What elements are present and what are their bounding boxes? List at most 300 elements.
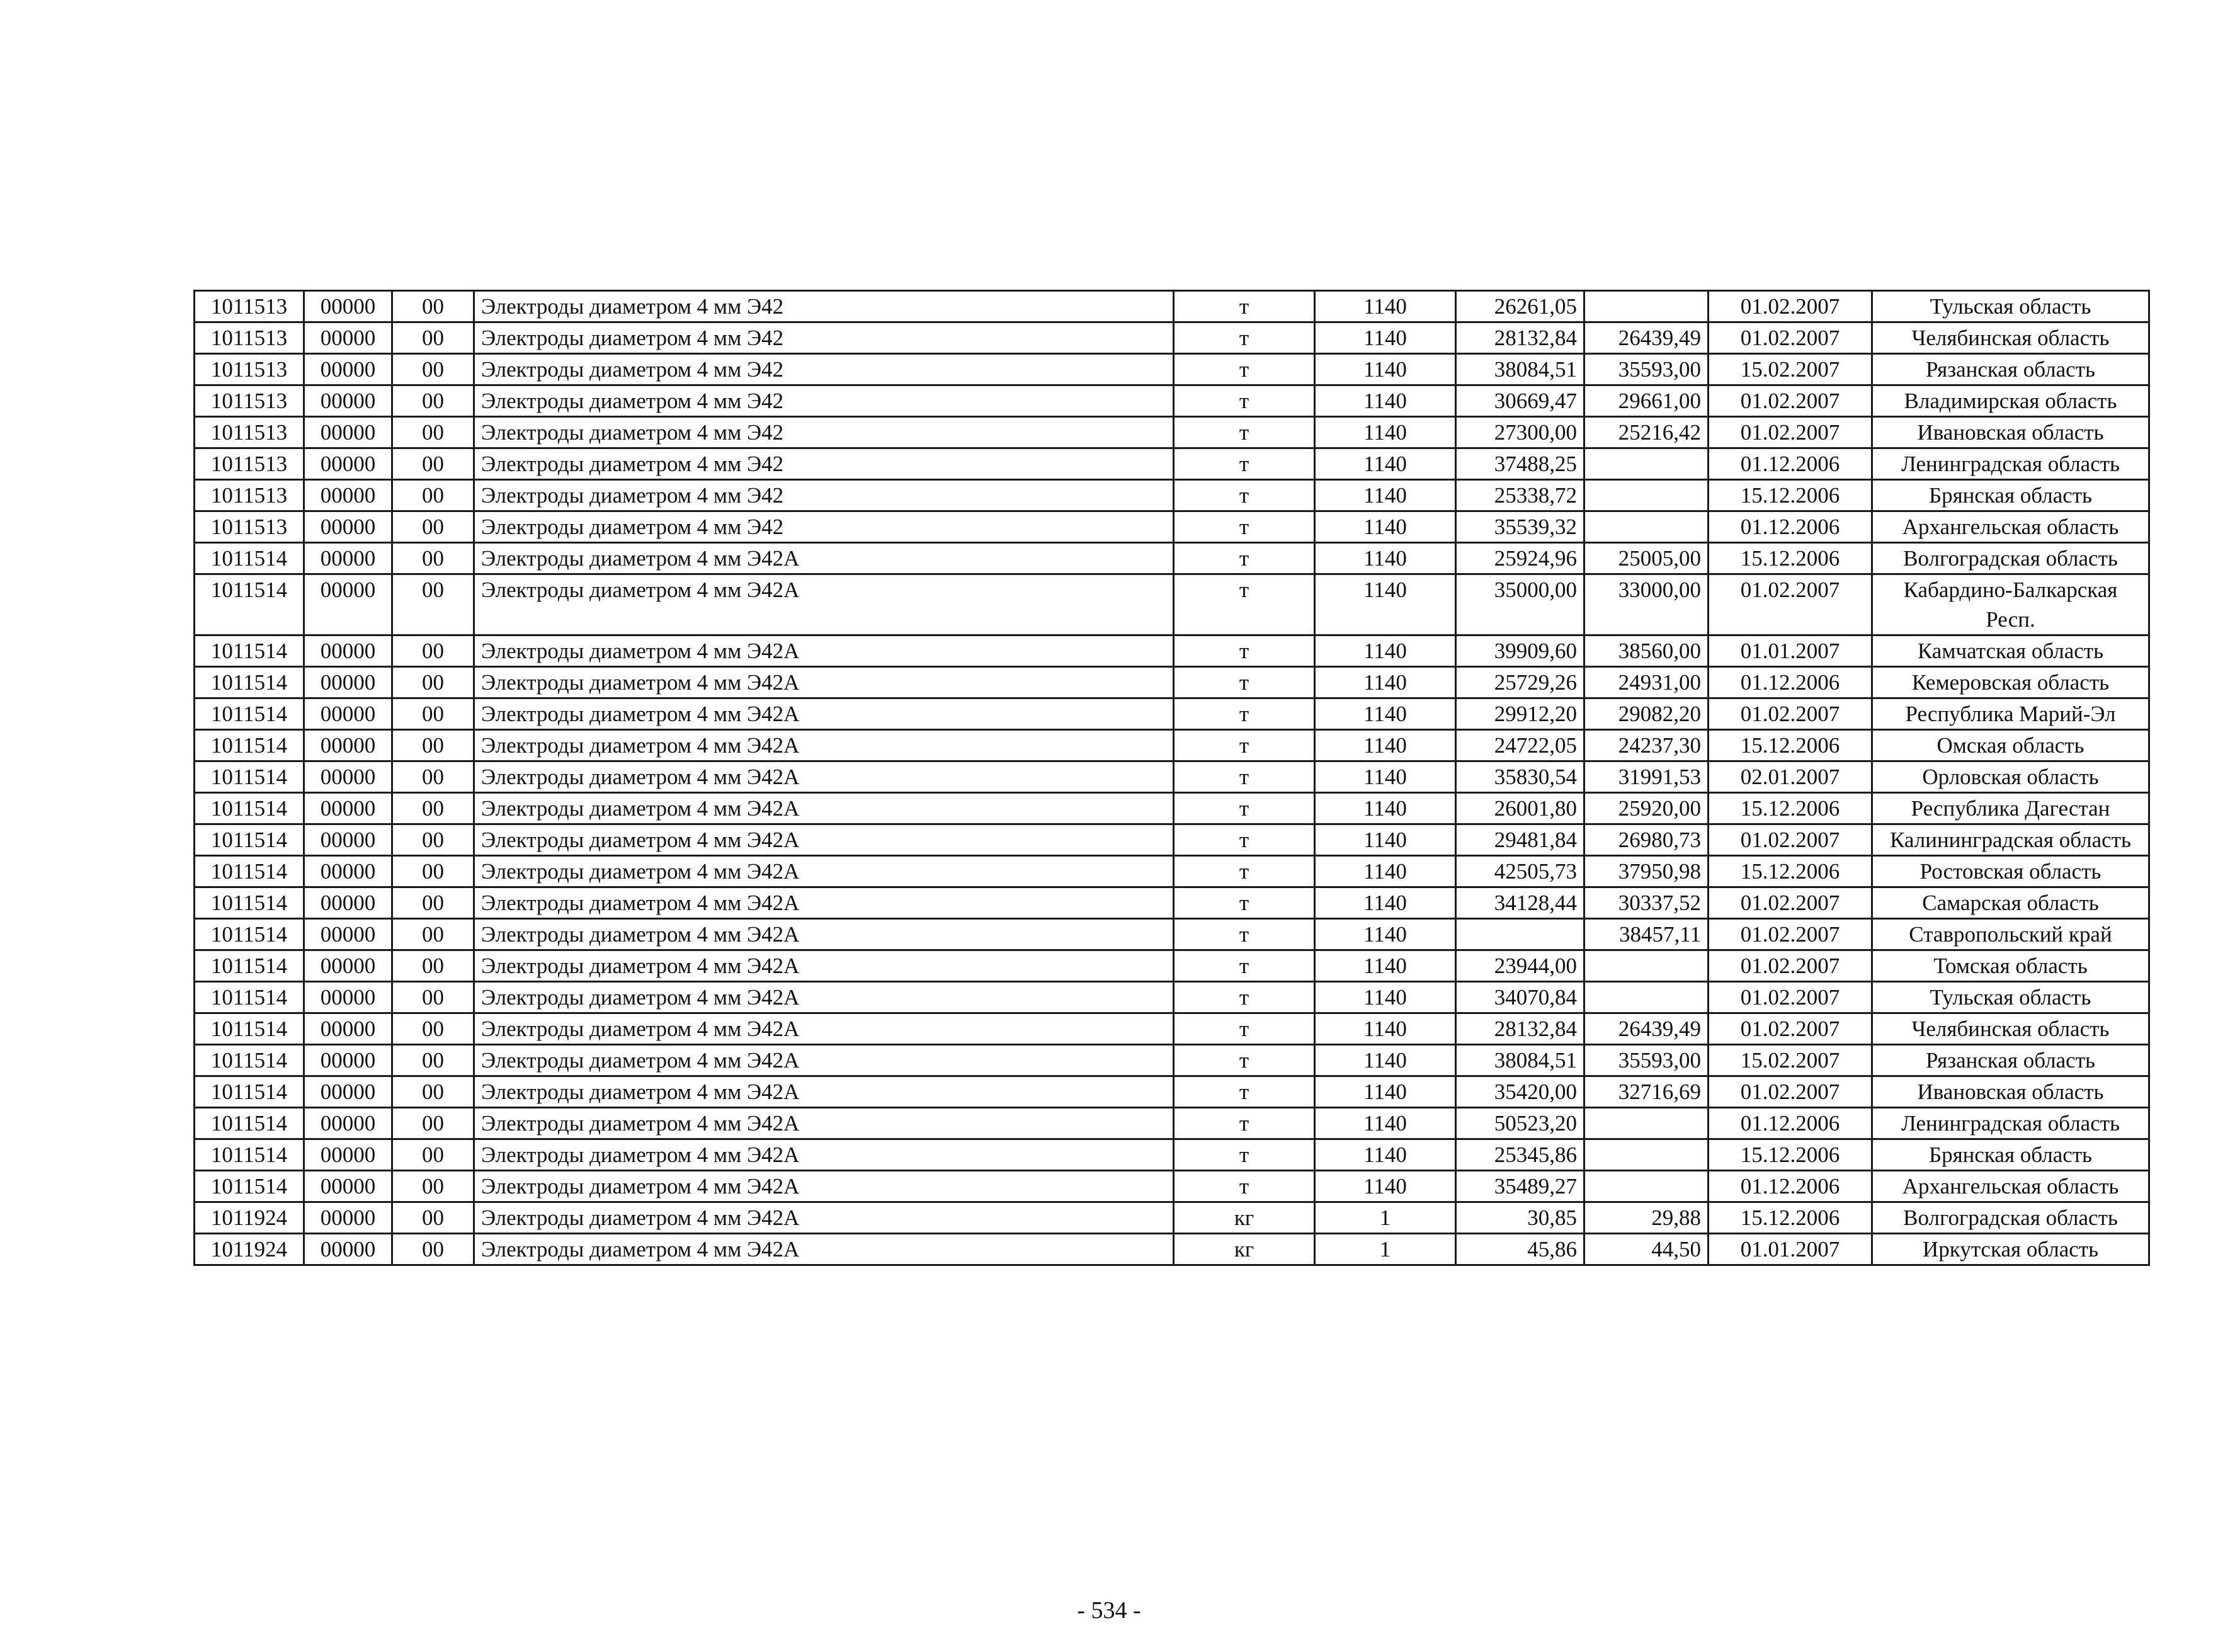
- unit-cell: т: [1174, 824, 1315, 856]
- price-2-cell: 38560,00: [1584, 635, 1709, 667]
- price-2-cell: 25920,00: [1584, 793, 1709, 824]
- price-1-cell: 34070,84: [1456, 982, 1584, 1013]
- price-table: [193, 290, 2150, 1266]
- table-row: [195, 761, 2149, 793]
- region-cell: Архангельская область: [1872, 511, 2149, 543]
- class-cell: 00: [392, 322, 474, 354]
- product-code-cell: 1011513: [195, 291, 304, 322]
- subcode-cell: 00000: [304, 667, 392, 698]
- product-name-cell: Электроды диаметром 4 мм Э42А: [474, 1013, 1174, 1045]
- product-name-cell: Электроды диаметром 4 мм Э42: [474, 448, 1174, 480]
- price-2-cell: 35593,00: [1584, 354, 1709, 385]
- product-code-cell: 1011514: [195, 856, 304, 887]
- date-cell: 01.12.2006: [1709, 1108, 1872, 1139]
- price-2-cell: 24237,30: [1584, 730, 1709, 761]
- product-name-cell: Электроды диаметром 4 мм Э42А: [474, 887, 1174, 919]
- class-cell: 00: [392, 950, 474, 982]
- region-cell: Омская область: [1872, 730, 2149, 761]
- product-code-cell: 1011514: [195, 1108, 304, 1139]
- class-cell: 00: [392, 856, 474, 887]
- unit-code-cell: 1140: [1315, 1076, 1456, 1108]
- class-cell: 00: [392, 982, 474, 1013]
- class-cell: 00: [392, 793, 474, 824]
- subcode-cell: 00000: [304, 950, 392, 982]
- product-code-cell: 1011514: [195, 1139, 304, 1171]
- unit-code-cell: 1140: [1315, 385, 1456, 417]
- unit-code-cell: 1140: [1315, 543, 1456, 574]
- table-row: [195, 856, 2149, 887]
- table-row: [195, 1202, 2149, 1234]
- unit-cell: т: [1174, 730, 1315, 761]
- unit-code-cell: 1: [1315, 1202, 1456, 1234]
- price-1-cell: 28132,84: [1456, 1013, 1584, 1045]
- unit-cell: т: [1174, 322, 1315, 354]
- product-code-cell: 1011514: [195, 698, 304, 730]
- unit-cell: т: [1174, 417, 1315, 448]
- unit-cell: т: [1174, 856, 1315, 887]
- date-cell: 01.02.2007: [1709, 887, 1872, 919]
- unit-cell: т: [1174, 1108, 1315, 1139]
- table-row: [195, 322, 2149, 354]
- region-cell: Ленинградская область: [1872, 448, 2149, 480]
- product-name-cell: Электроды диаметром 4 мм Э42А: [474, 1108, 1174, 1139]
- date-cell: 15.12.2006: [1709, 730, 1872, 761]
- unit-cell: т: [1174, 543, 1315, 574]
- price-1-cell: 26261,05: [1456, 291, 1584, 322]
- product-code-cell: 1011514: [195, 1076, 304, 1108]
- class-cell: 00: [392, 1234, 474, 1265]
- date-cell: 01.02.2007: [1709, 950, 1872, 982]
- product-code-cell: 1011514: [195, 1013, 304, 1045]
- product-code-cell: 1011513: [195, 322, 304, 354]
- subcode-cell: 00000: [304, 1202, 392, 1234]
- date-cell: 15.12.2006: [1709, 543, 1872, 574]
- table-row: [195, 1013, 2149, 1045]
- price-2-cell: 37950,98: [1584, 856, 1709, 887]
- price-1-cell: 25729,26: [1456, 667, 1584, 698]
- unit-code-cell: 1140: [1315, 950, 1456, 982]
- price-1-cell: 39909,60: [1456, 635, 1584, 667]
- subcode-cell: 00000: [304, 385, 392, 417]
- date-cell: 15.12.2006: [1709, 1139, 1872, 1171]
- unit-code-cell: 1140: [1315, 887, 1456, 919]
- date-cell: 01.02.2007: [1709, 322, 1872, 354]
- unit-code-cell: 1140: [1315, 480, 1456, 511]
- product-name-cell: Электроды диаметром 4 мм Э42А: [474, 667, 1174, 698]
- class-cell: 00: [392, 1013, 474, 1045]
- unit-cell: т: [1174, 793, 1315, 824]
- price-2-cell: 25216,42: [1584, 417, 1709, 448]
- subcode-cell: 00000: [304, 511, 392, 543]
- region-cell: Ростовская область: [1872, 856, 2149, 887]
- price-2-cell: [1584, 1108, 1709, 1139]
- date-cell: 15.02.2007: [1709, 354, 1872, 385]
- subcode-cell: 00000: [304, 322, 392, 354]
- table-row: [195, 793, 2149, 824]
- product-code-cell: 1011514: [195, 982, 304, 1013]
- unit-code-cell: 1140: [1315, 919, 1456, 950]
- unit-cell: т: [1174, 354, 1315, 385]
- price-1-cell: 30,85: [1456, 1202, 1584, 1234]
- product-code-cell: 1011514: [195, 919, 304, 950]
- subcode-cell: 00000: [304, 291, 392, 322]
- price-2-cell: 44,50: [1584, 1234, 1709, 1265]
- product-code-cell: 1011924: [195, 1202, 304, 1234]
- class-cell: 00: [392, 417, 474, 448]
- unit-code-cell: 1140: [1315, 824, 1456, 856]
- unit-cell: т: [1174, 698, 1315, 730]
- subcode-cell: 00000: [304, 480, 392, 511]
- unit-code-cell: 1140: [1315, 982, 1456, 1013]
- region-cell: Волгоградская область: [1872, 543, 2149, 574]
- region-cell: Самарская область: [1872, 887, 2149, 919]
- page-number: - 534 -: [1077, 1597, 1141, 1624]
- price-2-cell: 26980,73: [1584, 824, 1709, 856]
- table-row: [195, 730, 2149, 761]
- class-cell: 00: [392, 698, 474, 730]
- table-row: [195, 354, 2149, 385]
- unit-code-cell: 1140: [1315, 793, 1456, 824]
- price-2-cell: [1584, 291, 1709, 322]
- product-name-cell: Электроды диаметром 4 мм Э42: [474, 511, 1174, 543]
- price-2-cell: 25005,00: [1584, 543, 1709, 574]
- product-name-cell: Электроды диаметром 4 мм Э42А: [474, 574, 1174, 635]
- product-name-cell: Электроды диаметром 4 мм Э42А: [474, 824, 1174, 856]
- region-cell: Иркутская область: [1872, 1234, 2149, 1265]
- unit-code-cell: 1140: [1315, 574, 1456, 635]
- price-2-cell: 29082,20: [1584, 698, 1709, 730]
- region-cell: Томская область: [1872, 950, 2149, 982]
- class-cell: 00: [392, 291, 474, 322]
- unit-code-cell: 1140: [1315, 322, 1456, 354]
- price-2-cell: 32716,69: [1584, 1076, 1709, 1108]
- unit-code-cell: 1140: [1315, 448, 1456, 480]
- price-2-cell: [1584, 950, 1709, 982]
- unit-code-cell: 1140: [1315, 698, 1456, 730]
- product-name-cell: Электроды диаметром 4 мм Э42А: [474, 1202, 1174, 1234]
- product-name-cell: Электроды диаметром 4 мм Э42А: [474, 761, 1174, 793]
- table-row: [195, 635, 2149, 667]
- unit-cell: т: [1174, 1139, 1315, 1171]
- subcode-cell: 00000: [304, 448, 392, 480]
- date-cell: 02.01.2007: [1709, 761, 1872, 793]
- product-code-cell: 1011514: [195, 824, 304, 856]
- price-1-cell: 38084,51: [1456, 354, 1584, 385]
- price-1-cell: 35489,27: [1456, 1171, 1584, 1202]
- unit-cell: т: [1174, 1171, 1315, 1202]
- region-cell: Кемеровская область: [1872, 667, 2149, 698]
- unit-cell: т: [1174, 761, 1315, 793]
- price-2-cell: [1584, 982, 1709, 1013]
- class-cell: 00: [392, 730, 474, 761]
- region-cell: Рязанская область: [1872, 1045, 2149, 1076]
- subcode-cell: 00000: [304, 354, 392, 385]
- product-code-cell: 1011513: [195, 448, 304, 480]
- price-2-cell: [1584, 1139, 1709, 1171]
- product-code-cell: 1011514: [195, 887, 304, 919]
- price-2-cell: 33000,00: [1584, 574, 1709, 635]
- unit-code-cell: 1140: [1315, 761, 1456, 793]
- class-cell: 00: [392, 1045, 474, 1076]
- subcode-cell: 00000: [304, 887, 392, 919]
- unit-cell: т: [1174, 1013, 1315, 1045]
- price-1-cell: 29481,84: [1456, 824, 1584, 856]
- unit-code-cell: 1140: [1315, 1139, 1456, 1171]
- class-cell: 00: [392, 667, 474, 698]
- table-row: [195, 417, 2149, 448]
- region-cell: Волгоградская область: [1872, 1202, 2149, 1234]
- class-cell: 00: [392, 1202, 474, 1234]
- price-2-cell: 26439,49: [1584, 1013, 1709, 1045]
- date-cell: 01.01.2007: [1709, 1234, 1872, 1265]
- unit-cell: т: [1174, 887, 1315, 919]
- table-row: [195, 1234, 2149, 1265]
- date-cell: 15.12.2006: [1709, 480, 1872, 511]
- price-1-cell: 38084,51: [1456, 1045, 1584, 1076]
- table-row: [195, 385, 2149, 417]
- region-cell: Камчатская область: [1872, 635, 2149, 667]
- class-cell: 00: [392, 919, 474, 950]
- date-cell: 01.02.2007: [1709, 824, 1872, 856]
- price-1-cell: 23944,00: [1456, 950, 1584, 982]
- region-cell: Ивановская область: [1872, 417, 2149, 448]
- date-cell: 01.02.2007: [1709, 982, 1872, 1013]
- unit-code-cell: 1140: [1315, 856, 1456, 887]
- region-cell: Владимирская область: [1872, 385, 2149, 417]
- product-name-cell: Электроды диаметром 4 мм Э42: [474, 480, 1174, 511]
- product-name-cell: Электроды диаметром 4 мм Э42: [474, 385, 1174, 417]
- unit-code-cell: 1140: [1315, 1045, 1456, 1076]
- unit-cell: т: [1174, 950, 1315, 982]
- unit-cell: т: [1174, 480, 1315, 511]
- subcode-cell: 00000: [304, 635, 392, 667]
- product-name-cell: Электроды диаметром 4 мм Э42: [474, 291, 1174, 322]
- date-cell: 01.01.2007: [1709, 635, 1872, 667]
- price-2-cell: 38457,11: [1584, 919, 1709, 950]
- class-cell: 00: [392, 574, 474, 635]
- product-name-cell: Электроды диаметром 4 мм Э42А: [474, 1171, 1174, 1202]
- product-name-cell: Электроды диаметром 4 мм Э42: [474, 354, 1174, 385]
- product-name-cell: Электроды диаметром 4 мм Э42А: [474, 543, 1174, 574]
- subcode-cell: 00000: [304, 698, 392, 730]
- price-1-cell: 35539,32: [1456, 511, 1584, 543]
- product-code-cell: 1011514: [195, 574, 304, 635]
- price-1-cell: 30669,47: [1456, 385, 1584, 417]
- table-row: [195, 824, 2149, 856]
- price-2-cell: [1584, 480, 1709, 511]
- product-code-cell: 1011514: [195, 793, 304, 824]
- table-row: [195, 1045, 2149, 1076]
- unit-cell: т: [1174, 511, 1315, 543]
- product-name-cell: Электроды диаметром 4 мм Э42А: [474, 793, 1174, 824]
- unit-code-cell: 1140: [1315, 1013, 1456, 1045]
- date-cell: 01.02.2007: [1709, 574, 1872, 635]
- unit-code-cell: 1140: [1315, 730, 1456, 761]
- unit-cell: т: [1174, 635, 1315, 667]
- region-cell: Ставропольский край: [1872, 919, 2149, 950]
- date-cell: 01.02.2007: [1709, 417, 1872, 448]
- class-cell: 00: [392, 543, 474, 574]
- class-cell: 00: [392, 824, 474, 856]
- date-cell: 01.02.2007: [1709, 1013, 1872, 1045]
- table-row: [195, 543, 2149, 574]
- region-cell: Архангельская область: [1872, 1171, 2149, 1202]
- region-cell: Челябинская область: [1872, 322, 2149, 354]
- table-row: [195, 919, 2149, 950]
- product-name-cell: Электроды диаметром 4 мм Э42А: [474, 635, 1174, 667]
- class-cell: 00: [392, 635, 474, 667]
- subcode-cell: 00000: [304, 1234, 392, 1265]
- unit-cell: кг: [1174, 1202, 1315, 1234]
- price-2-cell: 29661,00: [1584, 385, 1709, 417]
- date-cell: 15.02.2007: [1709, 1045, 1872, 1076]
- subcode-cell: 00000: [304, 761, 392, 793]
- price-2-cell: [1584, 1171, 1709, 1202]
- price-2-cell: 24931,00: [1584, 667, 1709, 698]
- product-code-cell: 1011514: [195, 761, 304, 793]
- subcode-cell: 00000: [304, 919, 392, 950]
- price-1-cell: 35000,00: [1456, 574, 1584, 635]
- price-1-cell: 26001,80: [1456, 793, 1584, 824]
- product-name-cell: Электроды диаметром 4 мм Э42А: [474, 919, 1174, 950]
- date-cell: 01.02.2007: [1709, 919, 1872, 950]
- product-code-cell: 1011514: [195, 950, 304, 982]
- price-1-cell: 34128,44: [1456, 887, 1584, 919]
- class-cell: 00: [392, 1076, 474, 1108]
- price-2-cell: 30337,52: [1584, 887, 1709, 919]
- date-cell: 01.02.2007: [1709, 291, 1872, 322]
- price-1-cell: 25345,86: [1456, 1139, 1584, 1171]
- price-1-cell: 50523,20: [1456, 1108, 1584, 1139]
- unit-cell: т: [1174, 291, 1315, 322]
- class-cell: 00: [392, 887, 474, 919]
- unit-cell: т: [1174, 982, 1315, 1013]
- unit-cell: т: [1174, 1076, 1315, 1108]
- price-2-cell: [1584, 448, 1709, 480]
- subcode-cell: 00000: [304, 1139, 392, 1171]
- product-code-cell: 1011514: [195, 543, 304, 574]
- product-code-cell: 1011514: [195, 667, 304, 698]
- price-1-cell: 35830,54: [1456, 761, 1584, 793]
- unit-code-cell: 1140: [1315, 354, 1456, 385]
- price-1-cell: 28132,84: [1456, 322, 1584, 354]
- class-cell: 00: [392, 385, 474, 417]
- price-1-cell: 37488,25: [1456, 448, 1584, 480]
- date-cell: 01.02.2007: [1709, 385, 1872, 417]
- price-2-cell: 35593,00: [1584, 1045, 1709, 1076]
- region-cell: Ленинградская область: [1872, 1108, 2149, 1139]
- region-cell: Республика Дагестан: [1872, 793, 2149, 824]
- product-name-cell: Электроды диаметром 4 мм Э42А: [474, 698, 1174, 730]
- class-cell: 00: [392, 354, 474, 385]
- date-cell: 01.12.2006: [1709, 1171, 1872, 1202]
- class-cell: 00: [392, 480, 474, 511]
- region-cell: Калининградская область: [1872, 824, 2149, 856]
- table-row: [195, 291, 2149, 322]
- class-cell: 00: [392, 1108, 474, 1139]
- region-cell: Брянская область: [1872, 480, 2149, 511]
- class-cell: 00: [392, 761, 474, 793]
- subcode-cell: 00000: [304, 982, 392, 1013]
- product-name-cell: Электроды диаметром 4 мм Э42А: [474, 982, 1174, 1013]
- product-code-cell: 1011513: [195, 417, 304, 448]
- region-cell: Тульская область: [1872, 982, 2149, 1013]
- product-name-cell: Электроды диаметром 4 мм Э42А: [474, 1076, 1174, 1108]
- date-cell: 01.12.2006: [1709, 511, 1872, 543]
- price-2-cell: 29,88: [1584, 1202, 1709, 1234]
- unit-code-cell: 1: [1315, 1234, 1456, 1265]
- region-cell: Республика Марий-Эл: [1872, 698, 2149, 730]
- unit-cell: т: [1174, 919, 1315, 950]
- class-cell: 00: [392, 448, 474, 480]
- region-cell: Брянская область: [1872, 1139, 2149, 1171]
- product-name-cell: Электроды диаметром 4 мм Э42А: [474, 856, 1174, 887]
- class-cell: 00: [392, 1139, 474, 1171]
- product-code-cell: 1011514: [195, 635, 304, 667]
- table-row: [195, 574, 2149, 635]
- price-1-cell: 45,86: [1456, 1234, 1584, 1265]
- price-1-cell: 29912,20: [1456, 698, 1584, 730]
- unit-cell: т: [1174, 448, 1315, 480]
- table-row: [195, 887, 2149, 919]
- class-cell: 00: [392, 1171, 474, 1202]
- table-row: [195, 982, 2149, 1013]
- unit-cell: кг: [1174, 1234, 1315, 1265]
- table-row: [195, 698, 2149, 730]
- subcode-cell: 00000: [304, 543, 392, 574]
- table-row: [195, 667, 2149, 698]
- price-1-cell: 27300,00: [1456, 417, 1584, 448]
- date-cell: 15.12.2006: [1709, 856, 1872, 887]
- date-cell: 01.02.2007: [1709, 1076, 1872, 1108]
- unit-code-cell: 1140: [1315, 511, 1456, 543]
- subcode-cell: 00000: [304, 1076, 392, 1108]
- table-row: [195, 950, 2149, 982]
- unit-code-cell: 1140: [1315, 291, 1456, 322]
- unit-cell: т: [1174, 574, 1315, 635]
- date-cell: 15.12.2006: [1709, 1202, 1872, 1234]
- date-cell: 01.02.2007: [1709, 698, 1872, 730]
- product-code-cell: 1011924: [195, 1234, 304, 1265]
- region-cell: Кабардино-Балкарская Респ.: [1872, 574, 2149, 635]
- unit-code-cell: 1140: [1315, 635, 1456, 667]
- subcode-cell: 00000: [304, 793, 392, 824]
- product-name-cell: Электроды диаметром 4 мм Э42: [474, 417, 1174, 448]
- class-cell: 00: [392, 511, 474, 543]
- price-2-cell: [1584, 511, 1709, 543]
- unit-code-cell: 1140: [1315, 1108, 1456, 1139]
- subcode-cell: 00000: [304, 574, 392, 635]
- product-code-cell: 1011514: [195, 1171, 304, 1202]
- product-name-cell: Электроды диаметром 4 мм Э42А: [474, 730, 1174, 761]
- subcode-cell: 00000: [304, 730, 392, 761]
- price-1-cell: 24722,05: [1456, 730, 1584, 761]
- date-cell: 15.12.2006: [1709, 793, 1872, 824]
- price-1-cell: 25924,96: [1456, 543, 1584, 574]
- unit-code-cell: 1140: [1315, 667, 1456, 698]
- unit-cell: т: [1174, 385, 1315, 417]
- table-row: [195, 480, 2149, 511]
- table-row: [195, 1108, 2149, 1139]
- product-name-cell: Электроды диаметром 4 мм Э42А: [474, 1234, 1174, 1265]
- table-row: [195, 1076, 2149, 1108]
- product-code-cell: 1011514: [195, 730, 304, 761]
- date-cell: 01.12.2006: [1709, 448, 1872, 480]
- table-row: [195, 1139, 2149, 1171]
- unit-cell: т: [1174, 667, 1315, 698]
- price-1-cell: 42505,73: [1456, 856, 1584, 887]
- product-name-cell: Электроды диаметром 4 мм Э42А: [474, 1139, 1174, 1171]
